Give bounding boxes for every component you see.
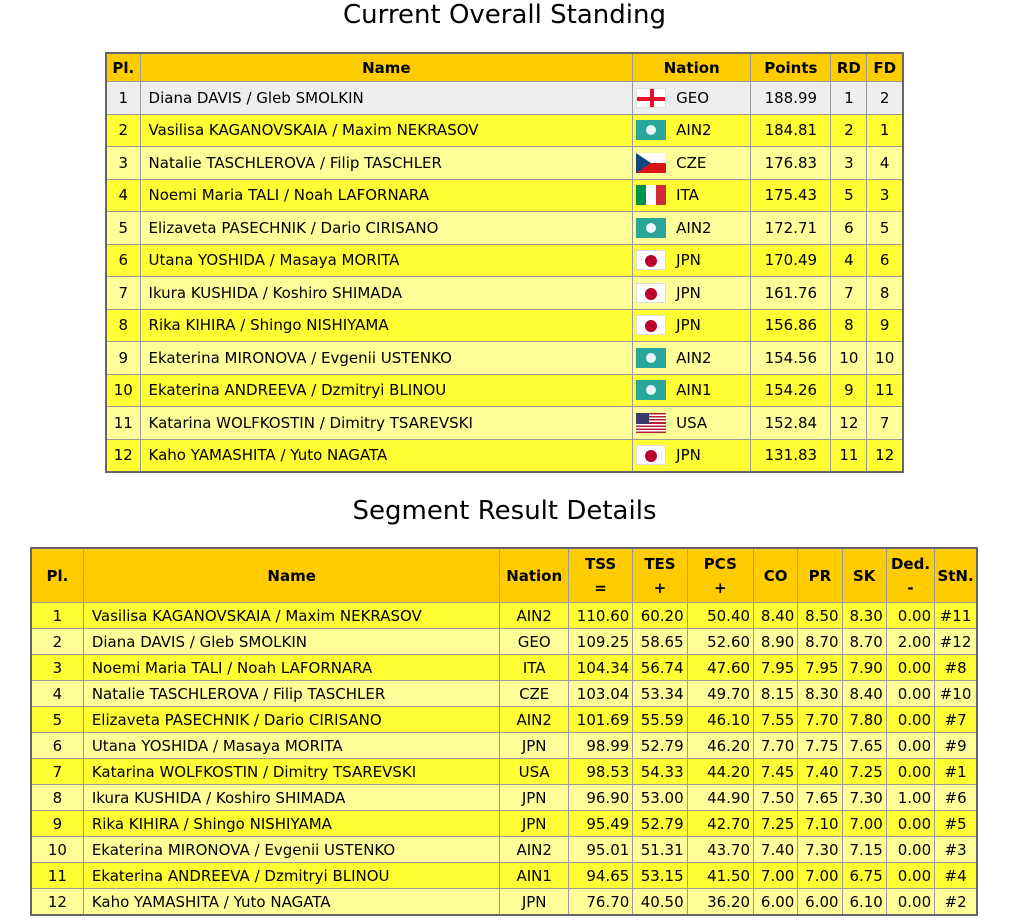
overall-skater-names: Kaho YAMASHITA / Yuto NAGATA (140, 439, 633, 472)
segment-result-title: Segment Result Details (352, 496, 657, 526)
segment-co: 8.90 (754, 629, 798, 655)
segment-skater-names: Diana DAVIS / Gleb SMOLKIN (83, 629, 500, 655)
segment-co: 7.95 (754, 655, 798, 681)
overall-points: 175.43 (751, 179, 831, 212)
overall-place: 11 (106, 407, 140, 440)
overall-place: 5 (106, 212, 140, 245)
flag-ain-icon (636, 380, 666, 400)
segment-co: 7.40 (754, 837, 798, 863)
overall-nation (633, 309, 751, 342)
segment-deduction: 0.00 (886, 811, 934, 837)
segment-start-number: #11 (935, 603, 977, 629)
overall-points: 154.56 (751, 342, 831, 375)
flag-italy-icon (636, 185, 666, 205)
segment-place: 1 (31, 603, 83, 629)
overall-place: 4 (106, 179, 140, 212)
overall-rd-rank: 1 (831, 82, 867, 115)
segment-pcs: 41.50 (687, 863, 753, 889)
col-header-rd: RD (831, 53, 867, 82)
segment-nation: AIN1 (500, 863, 568, 889)
segment-deduction: 0.00 (886, 889, 934, 916)
segment-row (31, 889, 977, 916)
overall-nation (633, 212, 751, 245)
segment-nation: CZE (500, 681, 568, 707)
overall-points: 176.83 (751, 147, 831, 180)
segment-nation: GEO (500, 629, 568, 655)
overall-skater-names: Ekaterina MIRONOVA / Evgenii USTENKO (140, 342, 633, 375)
seg-header-tes: TES + (633, 548, 687, 603)
flag-japan-icon (636, 445, 666, 465)
overall-fd-rank: 11 (867, 374, 903, 407)
nation-code: JPN (676, 446, 701, 465)
overall-row (106, 309, 903, 342)
segment-sk: 8.40 (842, 681, 886, 707)
overall-fd-rank: 12 (867, 439, 903, 472)
segment-row (31, 785, 977, 811)
overall-fd-rank: 8 (867, 277, 903, 310)
segment-sk: 7.25 (842, 759, 886, 785)
overall-fd-rank: 4 (867, 147, 903, 180)
overall-points: 154.26 (751, 374, 831, 407)
segment-tes: 54.33 (633, 759, 687, 785)
overall-nation (633, 342, 751, 375)
overall-rd-rank: 8 (831, 309, 867, 342)
overall-place: 9 (106, 342, 140, 375)
overall-place: 8 (106, 309, 140, 342)
overall-row (106, 277, 903, 310)
nation-code: ITA (676, 186, 699, 205)
segment-pr: 8.30 (798, 681, 842, 707)
segment-start-number: #8 (935, 655, 977, 681)
segment-tes: 52.79 (633, 811, 687, 837)
segment-nation: USA (500, 759, 568, 785)
segment-nation: JPN (500, 811, 568, 837)
nation-code: JPN (676, 251, 701, 270)
segment-tes: 58.65 (633, 629, 687, 655)
segment-pr: 7.65 (798, 785, 842, 811)
segment-place: 3 (31, 655, 83, 681)
segment-tes: 53.34 (633, 681, 687, 707)
segment-tes: 40.50 (633, 889, 687, 916)
overall-nation (633, 277, 751, 310)
segment-sk: 7.15 (842, 837, 886, 863)
segment-place: 8 (31, 785, 83, 811)
seg-header-nation: Nation (500, 548, 568, 603)
overall-points: 152.84 (751, 407, 831, 440)
col-header-pl: Pl. (106, 53, 140, 82)
overall-rd-rank: 2 (831, 114, 867, 147)
segment-deduction: 0.00 (886, 863, 934, 889)
segment-pr: 7.10 (798, 811, 842, 837)
segment-pcs: 42.70 (687, 811, 753, 837)
overall-place: 10 (106, 374, 140, 407)
seg-header-co: CO (754, 548, 798, 603)
overall-skater-names: Natalie TASCHLEROVA / Filip TASCHLER (140, 147, 633, 180)
overall-points: 184.81 (751, 114, 831, 147)
overall-rd-rank: 3 (831, 147, 867, 180)
flag-ain-icon (636, 120, 666, 140)
nation-code: JPN (676, 316, 701, 335)
segment-nation: JPN (500, 785, 568, 811)
segment-deduction: 0.00 (886, 759, 934, 785)
segment-row (31, 759, 977, 785)
segment-tss: 109.25 (568, 629, 632, 655)
segment-deduction: 0.00 (886, 655, 934, 681)
segment-place: 9 (31, 811, 83, 837)
segment-place: 6 (31, 733, 83, 759)
segment-row (31, 655, 977, 681)
segment-nation: JPN (500, 889, 568, 916)
segment-pcs: 50.40 (687, 603, 753, 629)
overall-rd-rank: 12 (831, 407, 867, 440)
segment-pr: 7.00 (798, 863, 842, 889)
overall-rd-rank: 9 (831, 374, 867, 407)
segment-pr: 8.50 (798, 603, 842, 629)
segment-row (31, 811, 977, 837)
segment-row (31, 707, 977, 733)
segment-deduction: 0.00 (886, 707, 934, 733)
segment-pcs: 46.20 (687, 733, 753, 759)
segment-row (31, 681, 977, 707)
segment-co: 7.45 (754, 759, 798, 785)
overall-fd-rank: 2 (867, 82, 903, 115)
segment-pr: 8.70 (798, 629, 842, 655)
seg-header-tss: TSS = (568, 548, 632, 603)
segment-start-number: #7 (935, 707, 977, 733)
segment-pr: 7.30 (798, 837, 842, 863)
segment-place: 7 (31, 759, 83, 785)
overall-skater-names: Ikura KUSHIDA / Koshiro SHIMADA (140, 277, 633, 310)
segment-row (31, 603, 977, 629)
overall-skater-names: Rika KIHIRA / Shingo NISHIYAMA (140, 309, 633, 342)
segment-co: 7.50 (754, 785, 798, 811)
segment-tes: 51.31 (633, 837, 687, 863)
segment-pcs: 44.20 (687, 759, 753, 785)
overall-fd-rank: 10 (867, 342, 903, 375)
segment-pcs: 47.60 (687, 655, 753, 681)
segment-tes: 60.20 (633, 603, 687, 629)
nation-code: AIN2 (676, 218, 712, 237)
segment-start-number: #3 (935, 837, 977, 863)
seg-header-sk: SK (842, 548, 886, 603)
overall-fd-rank: 9 (867, 309, 903, 342)
nation-code: JPN (676, 283, 701, 302)
segment-co: 7.70 (754, 733, 798, 759)
col-header-points: Points (751, 53, 831, 82)
segment-nation: JPN (500, 733, 568, 759)
overall-nation (633, 407, 751, 440)
segment-skater-names: Natalie TASCHLEROVA / Filip TASCHLER (83, 681, 500, 707)
segment-skater-names: Ikura KUSHIDA / Koshiro SHIMADA (83, 785, 500, 811)
col-header-name: Name (140, 53, 633, 82)
segment-header-row (31, 548, 977, 603)
segment-tes: 53.00 (633, 785, 687, 811)
segment-tes: 56.74 (633, 655, 687, 681)
overall-fd-rank: 3 (867, 179, 903, 212)
overall-nation (633, 114, 751, 147)
segment-result-table (30, 547, 978, 916)
overall-place: 6 (106, 244, 140, 277)
segment-sk: 6.10 (842, 889, 886, 916)
overall-nation (633, 439, 751, 472)
overall-place: 7 (106, 277, 140, 310)
seg-header-ded: Ded. - (886, 548, 934, 603)
segment-nation: AIN2 (500, 837, 568, 863)
segment-tes: 53.15 (633, 863, 687, 889)
segment-deduction: 2.00 (886, 629, 934, 655)
segment-pr: 7.70 (798, 707, 842, 733)
segment-row (31, 733, 977, 759)
overall-skater-names: Diana DAVIS / Gleb SMOLKIN (140, 82, 633, 115)
seg-header-pl: Pl. (31, 548, 83, 603)
nation-code: GEO (676, 88, 710, 107)
overall-rd-rank: 4 (831, 244, 867, 277)
segment-sk: 7.65 (842, 733, 886, 759)
segment-skater-names: Ekaterina ANDREEVA / Dzmitryi BLINOU (83, 863, 500, 889)
segment-row (31, 863, 977, 889)
overall-points: 188.99 (751, 82, 831, 115)
overall-nation (633, 179, 751, 212)
overall-skater-names: Utana YOSHIDA / Masaya MORITA (140, 244, 633, 277)
nation-code: CZE (676, 153, 707, 172)
overall-points: 161.76 (751, 277, 831, 310)
segment-pcs: 46.10 (687, 707, 753, 733)
overall-place: 3 (106, 147, 140, 180)
segment-co: 7.00 (754, 863, 798, 889)
overall-rd-rank: 7 (831, 277, 867, 310)
overall-skater-names: Ekaterina ANDREEVA / Dzmitryi BLINOU (140, 374, 633, 407)
segment-tss: 98.99 (568, 733, 632, 759)
segment-co: 7.55 (754, 707, 798, 733)
overall-standing-table (105, 52, 904, 473)
segment-start-number: #4 (935, 863, 977, 889)
segment-tes: 52.79 (633, 733, 687, 759)
seg-header-pcs: PCS + (687, 548, 753, 603)
segment-pr: 6.00 (798, 889, 842, 916)
segment-skater-names: Utana YOSHIDA / Masaya MORITA (83, 733, 500, 759)
segment-skater-names: Ekaterina MIRONOVA / Evgenii USTENKO (83, 837, 500, 863)
segment-skater-names: Noemi Maria TALI / Noah LAFORNARA (83, 655, 500, 681)
segment-deduction: 0.00 (886, 837, 934, 863)
nation-code: AIN2 (676, 348, 712, 367)
col-header-fd: FD (867, 53, 903, 82)
overall-nation (633, 374, 751, 407)
segment-tss: 76.70 (568, 889, 632, 916)
seg-header-stn: StN. (935, 548, 977, 603)
segment-row (31, 629, 977, 655)
segment-start-number: #2 (935, 889, 977, 916)
segment-deduction: 0.00 (886, 681, 934, 707)
overall-skater-names: Katarina WOLFKOSTIN / Dimitry TSAREVSKI (140, 407, 633, 440)
nation-code: AIN1 (676, 381, 712, 400)
seg-header-pr: PR (798, 548, 842, 603)
overall-fd-rank: 7 (867, 407, 903, 440)
overall-skater-names: Elizaveta PASECHNIK / Dario CIRISANO (140, 212, 633, 245)
segment-start-number: #6 (935, 785, 977, 811)
flag-japan-icon (636, 283, 666, 303)
overall-place: 1 (106, 82, 140, 115)
flag-georgia-icon (636, 88, 666, 108)
overall-skater-names: Vasilisa KAGANOVSKAIA / Maxim NEKRASOV (140, 114, 633, 147)
flag-usa-icon (636, 413, 666, 433)
overall-rd-rank: 10 (831, 342, 867, 375)
segment-tss: 98.53 (568, 759, 632, 785)
segment-tss: 101.69 (568, 707, 632, 733)
overall-row (106, 244, 903, 277)
segment-pr: 7.75 (798, 733, 842, 759)
segment-pcs: 52.60 (687, 629, 753, 655)
segment-tes: 55.59 (633, 707, 687, 733)
segment-skater-names: Elizaveta PASECHNIK / Dario CIRISANO (83, 707, 500, 733)
overall-points: 156.86 (751, 309, 831, 342)
segment-tss: 110.60 (568, 603, 632, 629)
segment-skater-names: Rika KIHIRA / Shingo NISHIYAMA (83, 811, 500, 837)
segment-tss: 96.90 (568, 785, 632, 811)
segment-deduction: 1.00 (886, 785, 934, 811)
segment-sk: 7.30 (842, 785, 886, 811)
segment-place: 5 (31, 707, 83, 733)
segment-nation: AIN2 (500, 707, 568, 733)
overall-skater-names: Noemi Maria TALI / Noah LAFORNARA (140, 179, 633, 212)
overall-row (106, 439, 903, 472)
overall-fd-rank: 6 (867, 244, 903, 277)
segment-place: 2 (31, 629, 83, 655)
overall-fd-rank: 1 (867, 114, 903, 147)
segment-nation: ITA (500, 655, 568, 681)
overall-rd-rank: 6 (831, 212, 867, 245)
segment-start-number: #9 (935, 733, 977, 759)
segment-place: 4 (31, 681, 83, 707)
overall-fd-rank: 5 (867, 212, 903, 245)
segment-pcs: 43.70 (687, 837, 753, 863)
overall-rd-rank: 5 (831, 179, 867, 212)
segment-place: 10 (31, 837, 83, 863)
segment-tss: 95.01 (568, 837, 632, 863)
segment-skater-names: Katarina WOLFKOSTIN / Dimitry TSAREVSKI (83, 759, 500, 785)
segment-co: 6.00 (754, 889, 798, 916)
segment-sk: 8.30 (842, 603, 886, 629)
overall-nation (633, 244, 751, 277)
overall-row (106, 342, 903, 375)
overall-points: 172.71 (751, 212, 831, 245)
segment-sk: 8.70 (842, 629, 886, 655)
segment-tss: 104.34 (568, 655, 632, 681)
segment-co: 8.15 (754, 681, 798, 707)
segment-sk: 7.90 (842, 655, 886, 681)
segment-sk: 6.75 (842, 863, 886, 889)
col-header-nation: Nation (633, 53, 751, 82)
overall-nation (633, 147, 751, 180)
flag-japan-icon (636, 250, 666, 270)
nation-code: USA (676, 413, 708, 432)
segment-deduction: 0.00 (886, 603, 934, 629)
overall-row (106, 82, 903, 115)
overall-row (106, 374, 903, 407)
overall-row (106, 147, 903, 180)
overall-place: 2 (106, 114, 140, 147)
seg-header-name: Name (83, 548, 500, 603)
segment-pr: 7.95 (798, 655, 842, 681)
segment-place: 11 (31, 863, 83, 889)
segment-co: 7.25 (754, 811, 798, 837)
segment-sk: 7.00 (842, 811, 886, 837)
segment-start-number: #1 (935, 759, 977, 785)
segment-pcs: 49.70 (687, 681, 753, 707)
flag-ain-icon (636, 348, 666, 368)
flag-czechia-icon (636, 153, 666, 173)
segment-start-number: #10 (935, 681, 977, 707)
overall-place: 12 (106, 439, 140, 472)
segment-nation: AIN2 (500, 603, 568, 629)
overall-row (106, 407, 903, 440)
overall-row (106, 179, 903, 212)
segment-start-number: #5 (935, 811, 977, 837)
segment-tss: 95.49 (568, 811, 632, 837)
nation-code: AIN2 (676, 121, 712, 140)
overall-nation (633, 82, 751, 115)
segment-start-number: #12 (935, 629, 977, 655)
segment-tss: 103.04 (568, 681, 632, 707)
overall-row (106, 114, 903, 147)
overall-rd-rank: 11 (831, 439, 867, 472)
segment-co: 8.40 (754, 603, 798, 629)
segment-row (31, 837, 977, 863)
flag-japan-icon (636, 315, 666, 335)
segment-skater-names: Kaho YAMASHITA / Yuto NAGATA (83, 889, 500, 916)
segment-place: 12 (31, 889, 83, 916)
flag-ain-icon (636, 218, 666, 238)
segment-sk: 7.80 (842, 707, 886, 733)
overall-header-row (106, 53, 903, 82)
segment-pr: 7.40 (798, 759, 842, 785)
segment-deduction: 0.00 (886, 733, 934, 759)
segment-pcs: 44.90 (687, 785, 753, 811)
segment-pcs: 36.20 (687, 889, 753, 916)
segment-skater-names: Vasilisa KAGANOVSKAIA / Maxim NEKRASOV (83, 603, 500, 629)
overall-standing-title: Current Overall Standing (343, 0, 666, 30)
segment-tss: 94.65 (568, 863, 632, 889)
overall-points: 170.49 (751, 244, 831, 277)
overall-row (106, 212, 903, 245)
overall-points: 131.83 (751, 439, 831, 472)
